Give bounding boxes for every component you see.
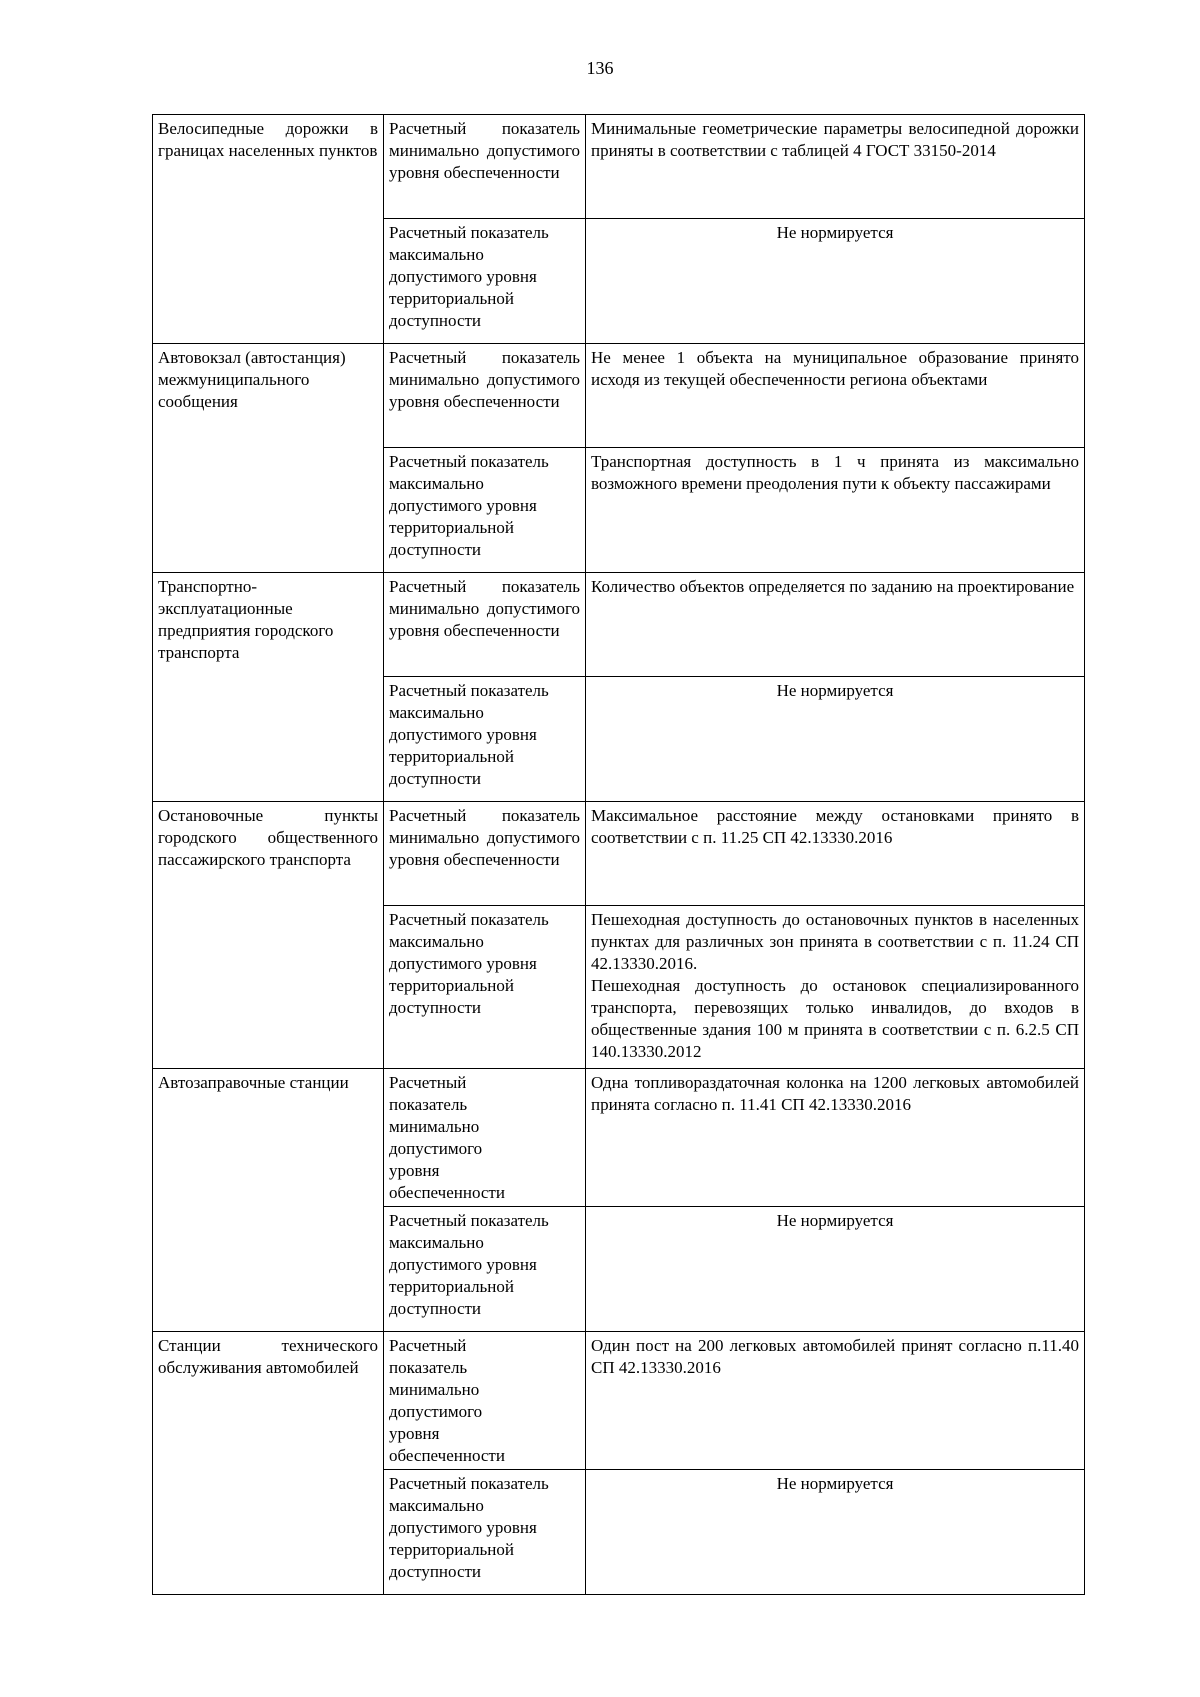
indicator-value-cell: Не нормируется <box>586 1470 1085 1595</box>
indicator-value-cell: Одна топливораздаточная колонка на 1200 легковых автомобилей принята согласно п. 11.41 СП 42.13330.2016 <box>586 1069 1085 1207</box>
indicator-label-cell: Расчетный показатель максимально допустимого уровня территориальной доступности <box>384 1470 586 1595</box>
object-cell: Автозаправочные станции <box>153 1069 384 1332</box>
object-cell: Автовокзал (автостанция) межмуниципального сообщения <box>153 344 384 573</box>
indicator-value-cell <box>586 906 1085 1069</box>
object-cell: Велосипедные дорожки в границах населенных пунктов <box>153 115 384 344</box>
indicator-value-cell: Максимальное расстояние между остановками принято в соответствии с п. 11.25 СП 42.13330.2016 <box>586 802 1085 906</box>
indicator-label-cell: Расчетный показатель максимально допустимого уровня территориальной доступности <box>384 219 586 344</box>
indicator-label-cell: Расчетный показатель минимально допустимого уровня обеспеченности <box>384 344 586 448</box>
indicator-label-cell: Расчетный показатель максимально допустимого уровня территориальной доступности <box>384 1207 586 1332</box>
object-cell: Станции технического обслуживания автомобилей <box>153 1332 384 1595</box>
indicator-label-cell: Расчетный показатель минимально допустимого уровня обеспеченности <box>384 802 586 906</box>
indicator-value-cell: Минимальные геометрические параметры велосипедной дорожки приняты в соответствии с таблицей 4 ГОСТ 33150-2014 <box>586 115 1085 219</box>
object-cell: Остановочные пункты городского общественного пассажирского транспорта <box>153 802 384 1069</box>
table-row <box>153 115 1085 219</box>
indicator-value-paragraph: Пешеходная доступность до остановочных пунктов в населенных пунктах для различных зон принята в соответствии с п. 11.24 СП 42.13330.2016. <box>591 910 1079 973</box>
indicator-label-cell: Расчетный показатель минимально допустимого уровня обеспеченности <box>384 1069 586 1207</box>
indicator-value-cell: Не нормируется <box>586 219 1085 344</box>
indicator-value-cell: Один пост на 200 легковых автомобилей принят согласно п.11.40 СП 42.13330.2016 <box>586 1332 1085 1470</box>
indicator-label-cell: Расчетный показатель минимально допустимого уровня обеспеченности <box>384 573 586 677</box>
indicator-label-cell: Расчетный показатель максимально допустимого уровня территориальной доступности <box>384 906 586 1069</box>
indicator-value-cell: Не менее 1 объекта на муниципальное образование принято исходя из текущей обеспеченности региона объектами <box>586 344 1085 448</box>
table-row <box>153 1069 1085 1207</box>
indicator-value-cell: Количество объектов определяется по заданию на проектирование <box>586 573 1085 677</box>
indicator-label-cell: Расчетный показатель максимально допустимого уровня территориальной доступности <box>384 677 586 802</box>
table-row <box>153 1332 1085 1470</box>
object-cell: Транспортно-эксплуатационные предприятия городского транспорта <box>153 573 384 802</box>
table-row <box>153 344 1085 448</box>
table-row <box>153 573 1085 677</box>
indicator-value-cell: Не нормируется <box>586 677 1085 802</box>
norms-table <box>152 114 1085 1595</box>
indicator-value-cell: Транспортная доступность в 1 ч принята из максимально возможного времени преодоления пути к объекту пассажирами <box>586 448 1085 573</box>
indicator-value-cell: Не нормируется <box>586 1207 1085 1332</box>
page-number: 136 <box>586 58 614 78</box>
indicator-label-cell: Расчетный показатель минимально допустимого уровня обеспеченности <box>384 1332 586 1470</box>
indicator-label-cell: Расчетный показатель минимально допустимого уровня обеспеченности <box>384 115 586 219</box>
indicator-label-cell: Расчетный показатель максимально допустимого уровня территориальной доступности <box>384 448 586 573</box>
indicator-value-paragraph: Пешеходная доступность до остановок специализированного транспорта, перевозящих только инвалидов, до входов в общественные здания 100 м принята в соответствии с п. 6.2.5 СП 140.13330.2012 <box>591 976 1079 1061</box>
table-row <box>153 802 1085 906</box>
